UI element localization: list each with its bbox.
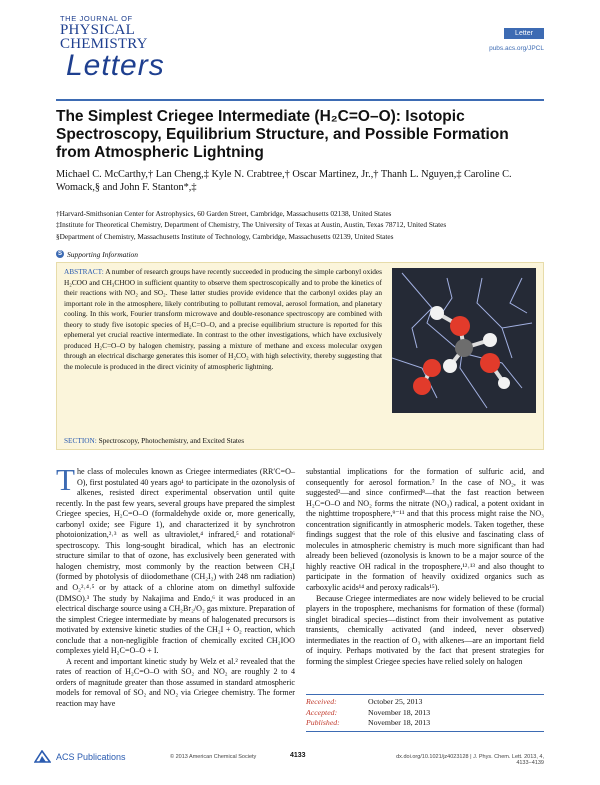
doi-citation[interactable]: dx.doi.org/10.1021/jz4023128 | J. Phys. Chem. Lett. 2013, 4, 4133−4139 xyxy=(396,754,544,766)
affiliation-3: §Department of Chemistry, Massachusetts Institute of Technology, Cambridge, Massachusetts 02139, United States xyxy=(56,231,394,241)
date-published: Published: November 18, 2013 xyxy=(306,718,431,727)
author-list: Michael C. McCarthy,† Lan Cheng,‡ Kyle N. Crabtree,† Oscar Martinez, Jr.,† Thanh L. Nguyen,‡ Caroline C. Womack,§ and John F. Stanton*,‡ xyxy=(56,169,512,193)
journal-url-link[interactable]: pubs.acs.org/JPCL xyxy=(489,45,544,52)
body-paragraph xyxy=(56,462,295,657)
drop-cap: T xyxy=(56,462,75,497)
affiliation-2: ‡Institute for Theoretical Chemistry, Department of Chemistry, The University of Texas at Austin, Austin, Texas 78712, United States xyxy=(56,220,447,230)
journal-logo xyxy=(60,14,210,84)
paragraph-text: he class of molecules known as Criegee intermediates (RR′C=O–O), first postulated 40 years ago¹ to participate in the ozonolysis of alkenes, resisted direct experimental observation until quite recently. In the past few years, several groups have prepared the simplest Criegee species, H₂C=O–O (formaldehyde oxide or, more generically, carbonyl oxide; see Figure 1), and characterized it by synchrotron photoionization,²˒³ as well as ultraviolet,⁴ infrared,⁵ and rotational⁶ spectroscopy. This long-sought biradical, which has an electronic structure similar to that of ozone, has exclusively been generated with halogen chemistry, most commonly by the reaction between CH₂I (formed by photolysis of diiodomethane (CH₂I₂) with 248 nm radiation) and O₂²˒⁴˒⁵ or by attack of a chlorine atom on dimethyl sulfoxide (DMSO).³ The study by Nakajima and Endo,⁶ it was produced in an electrical discharge source using a CH₂Br₂/O₂ gas mixture. Preparation of the simplest Criegee intermediate by means of halogenated precursors is motivated by extensive kinetic studies of the CH₂I + O₂ reaction, which conclude that a non-negligible fraction of chemically excited CH₂IOO complexes yield H₂C=O–O + I. xyxy=(56,467,295,656)
copyright-notice: © 2013 American Chemical Society xyxy=(170,754,257,760)
header-divider xyxy=(56,99,544,101)
abstract xyxy=(64,267,382,372)
affiliations xyxy=(56,208,544,242)
journal-logo-line2: PHYSICAL CHEMISTRY xyxy=(60,22,148,52)
journal-logo-line1: THE JOURNAL OF xyxy=(60,14,133,23)
journal-logo-line3: Letters xyxy=(66,49,165,82)
supporting-info-icon[interactable]: S xyxy=(57,251,62,257)
affiliation-1: †Harvard-Smithsonian Center for Astrophysics, 60 Garden Street, Cambridge, Massachusetts 02138, United States xyxy=(56,209,392,218)
body-column-right xyxy=(306,467,544,667)
article-title: The Simplest Criegee Intermediate (H₂C=O–O): Isotopic Spectroscopy, Equilibrium Structure, and Possible Formation from Atmospheric Lightning xyxy=(56,108,509,161)
section-value: Spectroscopy, Photochemistry, and Excited States xyxy=(98,436,245,445)
date-received: Received: October 25, 2013 xyxy=(306,697,423,706)
body-paragraph: Because Criegee intermediates are now widely believed to be crucial players in the troposphere, mechanisms for formation of these (formal) singlet biradical species—distinct from their involvement as putative transients, chemically activated (and indeed, never observed) intermediates in the reaction of O₃ with alkenes—are an important field of inquiry. Perhaps motivated by the fact that present strategies for forming the simplest Criegee species have relied solely on halogen xyxy=(306,593,544,666)
toc-graphic-lightning-molecule xyxy=(392,268,536,413)
section-label: SECTION: xyxy=(64,436,97,445)
body-paragraph: A recent and important kinetic study by Welz et al.² revealed that the rates of reaction of H₂C=O–O with SO₂ and NO₂ are roughly 2 to 4 orders of magnitude greater than those assumed in standard atmospheric models for removal of SO₂ and NO₂ via Criegee chemistry. The former reaction may have xyxy=(56,656,295,709)
acs-logo-icon xyxy=(34,750,51,763)
page-number: 4133 xyxy=(290,752,306,759)
body-paragraph: substantial implications for the formation of sulfuric acid, and consequently for aerosol formation.⁷ In the case of NO₂, it was suggested²—and since confirmed⁸—that the fast reaction between H₂C=O–O and NO₂ forms the nitrate (NO₃) radical, a potent oxidant in the nighttime troposphere,⁹⁻¹¹ and that this process might raise the NO₃ concentration significantly in atmospheric models. Taken together, these findings suggest that the role of this elusive and fascinating class of molecules in atmospheric chemistry is much more significant than had already been believed (ozonolysis is known to be a major source of the highly reactive OH radical in the troposphere,¹²˒¹³ and also thought to participate in the formation of heavily oxidized organics such as carboxylic acids¹⁴ and peroxy radicals¹⁵). xyxy=(306,467,544,593)
publisher-name: ACS Publications xyxy=(56,752,126,762)
toc-graphic-svg xyxy=(392,268,536,413)
supporting-info-link[interactable]: Supporting Information xyxy=(67,250,139,259)
abstract-body: A number of research groups have recently succeeded in producing the simple carbonyl oxides H₂COO and CH₃CHOO in sufficient quantity to observe them spectroscopically and to probe the kinetics of their reactions with NO₂ and SO₂. These latter studies provide evidence that the carbonyl oxides play an important role in the atmosphere, likely contributing to pollutant removal, aerosol formation, and planetary cooling. In this work, Fourier transform microwave and double-resonance spectroscopy are combined with theory to study five isotopic species of H₂C=O–O, and a precise equilibrium structure is reported for this ephemeral yet crucial reactive intermediate. In contrast to the other investigations, which have exclusively produced H₂C=O–O by halogen chemistry, passing a mixture of methane and excess molecular oxygen through an electrical discharge generates this isomer of H₂CO₂ with high selectivity, thereby suggesting that the molecule is produced in the direct vicinity of atmospheric lightning. xyxy=(64,267,382,371)
body-column-left xyxy=(56,462,295,710)
section-keywords xyxy=(64,436,534,445)
publication-dates xyxy=(306,694,544,732)
abstract-label: ABSTRACT: xyxy=(64,267,104,276)
article-type-badge: Letter xyxy=(504,28,544,39)
date-accepted: Accepted: November 18, 2013 xyxy=(306,707,431,717)
